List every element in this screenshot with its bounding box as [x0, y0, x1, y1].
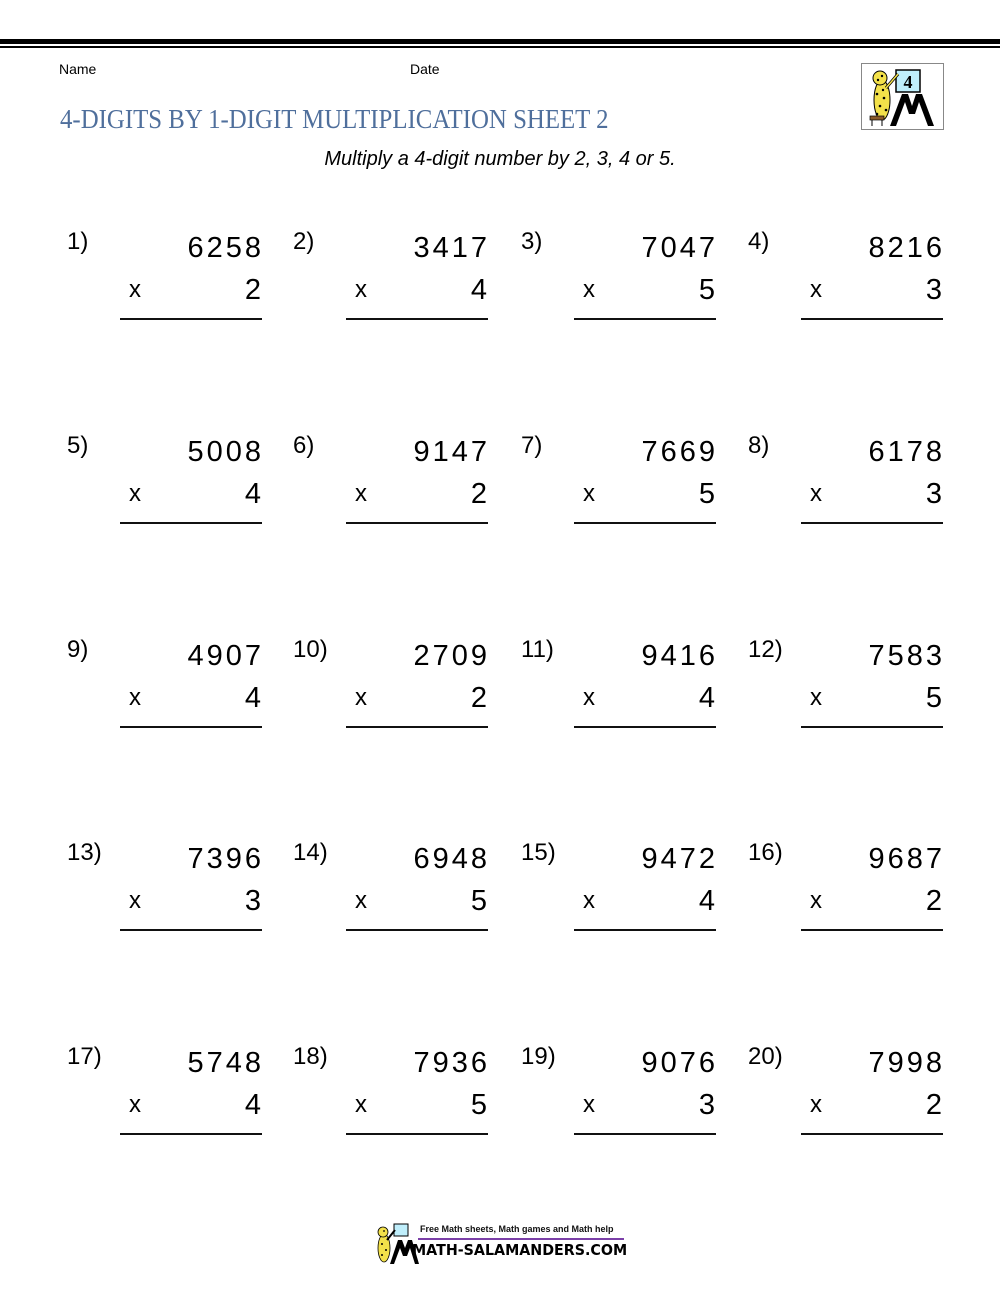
- multiplier: 4: [244, 1089, 261, 1121]
- multiply-sign: x: [355, 480, 367, 507]
- multiplier: 4: [244, 682, 261, 714]
- answer-line[interactable]: [801, 1133, 943, 1135]
- answer-line[interactable]: [574, 522, 716, 524]
- multiply-sign: x: [129, 1091, 141, 1118]
- salamander-easel-icon: [862, 64, 943, 129]
- multiplier: 4: [698, 682, 715, 714]
- footer-divider: [418, 1238, 624, 1240]
- problem-19: [521, 1043, 746, 1143]
- problem-17: [67, 1043, 292, 1143]
- answer-line[interactable]: [346, 318, 488, 320]
- problem-8: [748, 432, 973, 532]
- multiply-sign: x: [129, 276, 141, 303]
- multiplicand: 7583: [868, 640, 945, 672]
- problem-number: 7): [521, 432, 543, 459]
- multiplier: 4: [698, 885, 715, 917]
- multiply-sign: x: [810, 684, 822, 711]
- problem-10: [293, 636, 518, 736]
- multiplier: 4: [470, 274, 487, 306]
- multiplier: 3: [698, 1089, 715, 1121]
- answer-line[interactable]: [574, 726, 716, 728]
- answer-line[interactable]: [801, 318, 943, 320]
- problem-6: [293, 432, 518, 532]
- multiplicand: 6258: [187, 232, 264, 264]
- multiply-sign: x: [355, 684, 367, 711]
- problem-number: 17): [67, 1043, 102, 1070]
- multiply-sign: x: [810, 276, 822, 303]
- multiplicand: 9147: [413, 436, 490, 468]
- multiply-sign: x: [583, 887, 595, 914]
- problem-number: 12): [748, 636, 783, 663]
- problem-number: 16): [748, 839, 783, 866]
- problem-number: 14): [293, 839, 328, 866]
- problem-number: 11): [521, 636, 554, 663]
- problem-20: [748, 1043, 973, 1143]
- multiplicand: 4907: [187, 640, 264, 672]
- answer-line[interactable]: [346, 726, 488, 728]
- problem-number: 5): [67, 432, 89, 459]
- answer-line[interactable]: [574, 1133, 716, 1135]
- problem-number: 1): [67, 228, 89, 255]
- problem-number: 18): [293, 1043, 328, 1070]
- answer-line[interactable]: [120, 522, 262, 524]
- multiplicand: 2709: [413, 640, 490, 672]
- problem-number: 15): [521, 839, 556, 866]
- multiplier: 3: [925, 478, 942, 510]
- multiplicand: 8216: [868, 232, 945, 264]
- multiplicand: 9076: [641, 1047, 718, 1079]
- multiplicand: 7396: [187, 843, 264, 875]
- footer-tagline: Free Math sheets, Math games and Math help: [420, 1224, 614, 1234]
- top-border-thin: [0, 46, 1000, 48]
- top-border-thick: [0, 39, 1000, 44]
- svg-text:4: 4: [903, 72, 913, 92]
- multiplicand: 7669: [641, 436, 718, 468]
- multiply-sign: x: [810, 480, 822, 507]
- answer-line[interactable]: [120, 726, 262, 728]
- multiply-sign: x: [355, 1091, 367, 1118]
- multiplicand: 5008: [187, 436, 264, 468]
- problem-3: [521, 228, 746, 328]
- multiplier: 5: [698, 478, 715, 510]
- problem-number: 13): [67, 839, 102, 866]
- problem-13: [67, 839, 292, 939]
- footer-brand: MATH-SALAMANDERS.COM: [412, 1241, 628, 1259]
- problem-9: [67, 636, 292, 736]
- answer-line[interactable]: [574, 929, 716, 931]
- multiply-sign: x: [583, 684, 595, 711]
- problem-12: [748, 636, 973, 736]
- multiplier: 5: [698, 274, 715, 306]
- multiplier: 5: [925, 682, 942, 714]
- answer-line[interactable]: [801, 929, 943, 931]
- answer-line[interactable]: [801, 522, 943, 524]
- answer-line[interactable]: [801, 726, 943, 728]
- problem-number: 9): [67, 636, 89, 663]
- problem-number: 6): [293, 432, 315, 459]
- problem-number: 19): [521, 1043, 556, 1070]
- multiply-sign: x: [355, 887, 367, 914]
- problem-number: 2): [293, 228, 315, 255]
- problem-number: 4): [748, 228, 770, 255]
- multiply-sign: x: [810, 1091, 822, 1118]
- problem-number: 20): [748, 1043, 783, 1070]
- footer-logo[interactable]: [372, 1222, 628, 1266]
- problem-14: [293, 839, 518, 939]
- multiplier: 4: [244, 478, 261, 510]
- multiplier: 3: [244, 885, 261, 917]
- multiplicand: 6948: [413, 843, 490, 875]
- answer-line[interactable]: [346, 1133, 488, 1135]
- multiplicand: 3417: [413, 232, 490, 264]
- problem-11: [521, 636, 746, 736]
- multiplicand: 9472: [641, 843, 718, 875]
- multiplier: 2: [925, 885, 942, 917]
- problem-number: 8): [748, 432, 770, 459]
- multiplicand: 5748: [187, 1047, 264, 1079]
- multiplicand: 7998: [868, 1047, 945, 1079]
- multiply-sign: x: [129, 684, 141, 711]
- answer-line[interactable]: [120, 318, 262, 320]
- answer-line[interactable]: [346, 929, 488, 931]
- multiply-sign: x: [583, 480, 595, 507]
- answer-line[interactable]: [120, 929, 262, 931]
- page-title: 4-DIGITS BY 1-DIGIT MULTIPLICATION SHEET 2: [60, 104, 609, 134]
- multiply-sign: x: [129, 887, 141, 914]
- multiplicand: 9687: [868, 843, 945, 875]
- problem-16: [748, 839, 973, 939]
- multiplier: 2: [925, 1089, 942, 1121]
- problem-number: 3): [521, 228, 543, 255]
- problem-2: [293, 228, 518, 328]
- problem-4: [748, 228, 973, 328]
- problem-7: [521, 432, 746, 532]
- multiplier: 5: [470, 885, 487, 917]
- problem-1: [67, 228, 292, 328]
- problem-18: [293, 1043, 518, 1143]
- multiply-sign: x: [810, 887, 822, 914]
- multiplicand: 7936: [413, 1047, 490, 1079]
- multiplier: 5: [470, 1089, 487, 1121]
- answer-line[interactable]: [346, 522, 488, 524]
- multiplicand: 9416: [641, 640, 718, 672]
- answer-line[interactable]: [120, 1133, 262, 1135]
- multiply-sign: x: [583, 1091, 595, 1118]
- answer-line[interactable]: [574, 318, 716, 320]
- problem-number: 10): [293, 636, 328, 663]
- multiply-sign: x: [355, 276, 367, 303]
- multiplier: 3: [925, 274, 942, 306]
- name-label: Name: [59, 61, 97, 77]
- multiplicand: 7047: [641, 232, 718, 264]
- multiplier: 2: [470, 478, 487, 510]
- multiplicand: 6178: [868, 436, 945, 468]
- header-logo: [861, 63, 944, 130]
- multiplier: 2: [244, 274, 261, 306]
- problem-5: [67, 432, 292, 532]
- multiply-sign: x: [583, 276, 595, 303]
- instructions: Multiply a 4-digit number by 2, 3, 4 or 5.: [324, 148, 676, 170]
- problem-15: [521, 839, 746, 939]
- multiplier: 2: [470, 682, 487, 714]
- date-label: Date: [410, 61, 440, 77]
- multiply-sign: x: [129, 480, 141, 507]
